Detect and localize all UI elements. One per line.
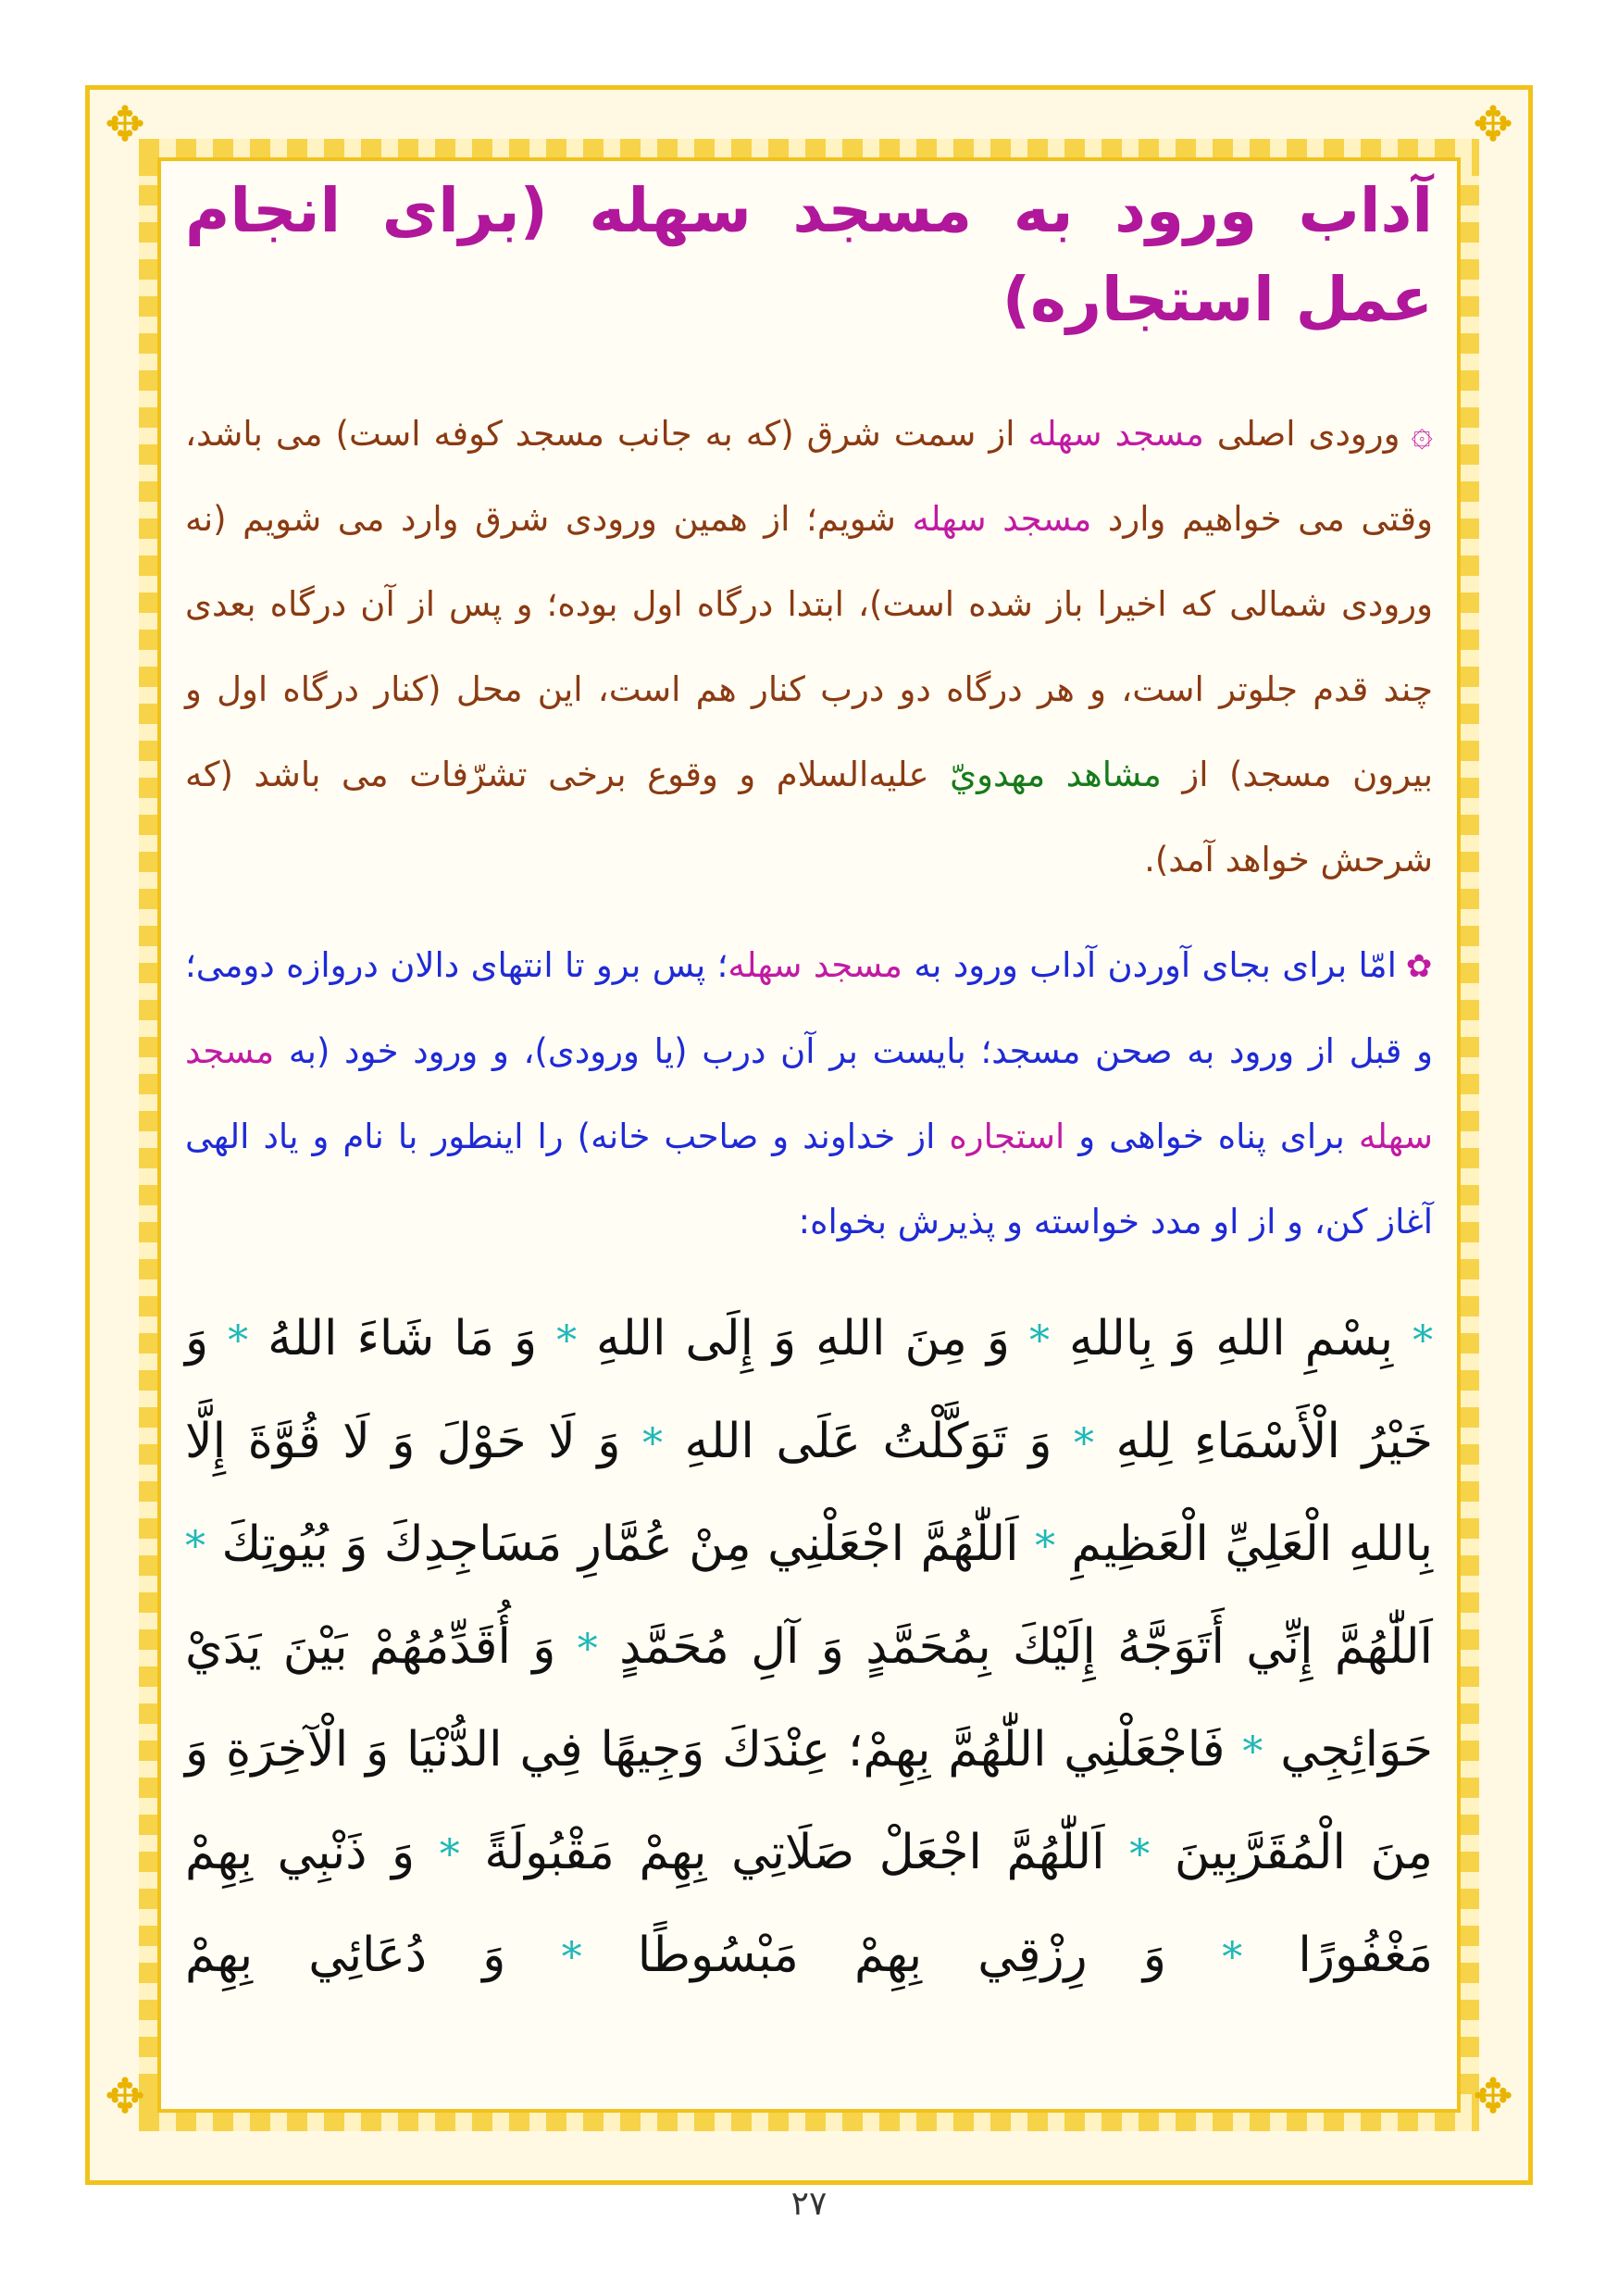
text-run: ورودی اصلی bbox=[1203, 414, 1400, 454]
asterisk-separator: * bbox=[641, 1420, 663, 1467]
highlight-term: استجاره bbox=[949, 1117, 1065, 1156]
asterisk-separator: * bbox=[1222, 1934, 1243, 1981]
dua-phrase: اَللّٰهُمَّ إِنِّي أَتَوَجَّهُ إِلَيْكَ بِمُحَمَّدٍ وَ آلِ مُحَمَّدٍ bbox=[619, 1619, 1433, 1675]
text-run: از سمت شرق (که به جانب مسجد کوفه است) می باشد، وقتی می خواهیم وارد bbox=[185, 414, 1433, 539]
star-knot-icon: ✥ bbox=[105, 2069, 145, 2125]
star-knot-icon: ✥ bbox=[105, 97, 145, 153]
asterisk-separator: * bbox=[556, 1317, 578, 1365]
highlight-term: مشاهد مهدويّ bbox=[950, 755, 1162, 794]
highlight-term: مسجد سهله bbox=[1027, 414, 1204, 454]
asterisk-separator: * bbox=[1242, 1728, 1263, 1776]
asterisk-separator: * bbox=[439, 1831, 460, 1878]
dua-phrase: فَاجْعَلْنِي اللّٰهُمَّ بِهِمْ؛ عِنْدَكَ وَجِيهًا فِي الدُّنْيَا وَ الْآخِرَةِ وَ مِنَ الْمُقَرَّبِينَ bbox=[185, 1722, 1433, 1880]
text-run: برای پناه خواهی و bbox=[1064, 1117, 1359, 1156]
text-run: از خداوند و صاحب خانه) را اینطور با نام و یاد الهی آغاز کن، و از او مدد خواسته و پذیرش بخواه: bbox=[185, 1117, 1433, 1242]
star-knot-icon: ✥ bbox=[1473, 97, 1513, 153]
asterisk-separator: * bbox=[1129, 1831, 1151, 1878]
dua-text bbox=[185, 1289, 1433, 2008]
dua-phrase: بِسْمِ اللهِ وَ بِاللهِ bbox=[1068, 1311, 1394, 1366]
dua-phrase: وَ لَا حَوْلَ وَ لَا قُوَّةَ إِلَّا بِاللهِ الْعَلِيِّ الْعَظِيمِ bbox=[185, 1414, 1433, 1572]
dua-phrase: وَ مَا شَاءَ اللهُ bbox=[268, 1311, 538, 1366]
asterisk-separator: * bbox=[1028, 1317, 1050, 1365]
asterisk-separator: * bbox=[1413, 1317, 1434, 1365]
asterisk-separator: * bbox=[577, 1626, 598, 1673]
paragraph-intro bbox=[185, 391, 1433, 903]
dua-phrase: وَ أُقَدِّمُهُمْ بَيْنَ يَدَيْ حَوَائِجِي bbox=[185, 1619, 1434, 1778]
dua-phrase: وَ خَيْرُ الْأَسْمَاءِ لِلهِ bbox=[185, 1311, 1434, 1469]
asterisk-separator: * bbox=[561, 1934, 582, 1981]
paragraph-instructions bbox=[185, 923, 1433, 1265]
highlight-term: مسجد سهله bbox=[912, 499, 1092, 539]
text-run: عليه‌السلام و وقوع برخی تشرّفات می باشد (که شرحش خواهد آمد). bbox=[185, 755, 1433, 880]
asterisk-separator: * bbox=[228, 1317, 249, 1365]
text-run: ؛ پس برو تا انتهای دالان دروازه دومی؛ و قبل از ورود به صحن مسجد؛ بایست بر آن درب (یا ورودی)، و ورود خود (به bbox=[185, 945, 1433, 1071]
dua-phrase: وَ دُعَائِي بِهِمْ bbox=[185, 1928, 506, 1983]
dua-phrase: اَللّٰهُمَّ اجْعَلْ صَلَاتِي بِهِمْ مَقْبُولَةً bbox=[484, 1825, 1105, 1880]
highlight-term: مسجد سهله bbox=[728, 945, 902, 985]
knot-ornament-icon: ۞ bbox=[1411, 412, 1433, 455]
dua-phrase: وَ ذَنْبِي بِهِمْ مَغْفُورًا bbox=[185, 1825, 1434, 1983]
dua-phrase: وَ مِنَ اللهِ وَ إِلَى اللهِ bbox=[596, 1311, 1010, 1366]
flower-bullet-icon: ✿ bbox=[1405, 948, 1433, 985]
text-run: امّا برای بجای آوردن آداب ورود به bbox=[902, 945, 1397, 985]
dua-phrase: اَللّٰهُمَّ اجْعَلْنِي مِنْ عُمَّارِ مَسَاجِدِكَ وَ بُيُوتِكَ bbox=[221, 1516, 1019, 1572]
page-content bbox=[185, 167, 1433, 2056]
asterisk-separator: * bbox=[1035, 1523, 1056, 1570]
page-title: آداب ورود به مسجد سهله (برای انجام عمل استجاره) bbox=[185, 175, 1433, 335]
page-number: ۲۷ bbox=[790, 2185, 828, 2223]
asterisk-separator: * bbox=[185, 1523, 205, 1570]
text-run: شویم؛ از همین ورودی شرق وارد می شویم (نه ورودی شمالی که اخیرا باز شده است)، ابتدا درگاه اول بوده؛ و پس از آن درگاه بعدی چند قدم جلوتر است، و هر درگاه دو درب کنار هم است، این محل (کنار درگاه اول و بیرون مسجد) از bbox=[185, 499, 1434, 794]
asterisk-separator: * bbox=[1073, 1420, 1094, 1467]
star-knot-icon: ✥ bbox=[1473, 2069, 1513, 2125]
dua-phrase: وَ تَوَكَّلْتُ عَلَى اللهِ bbox=[684, 1414, 1052, 1469]
dua-phrase: وَ رِزْقِي بِهِمْ مَبْسُوطًا bbox=[637, 1928, 1166, 1983]
highlight-term: مسجد سهله bbox=[185, 1031, 1433, 1156]
